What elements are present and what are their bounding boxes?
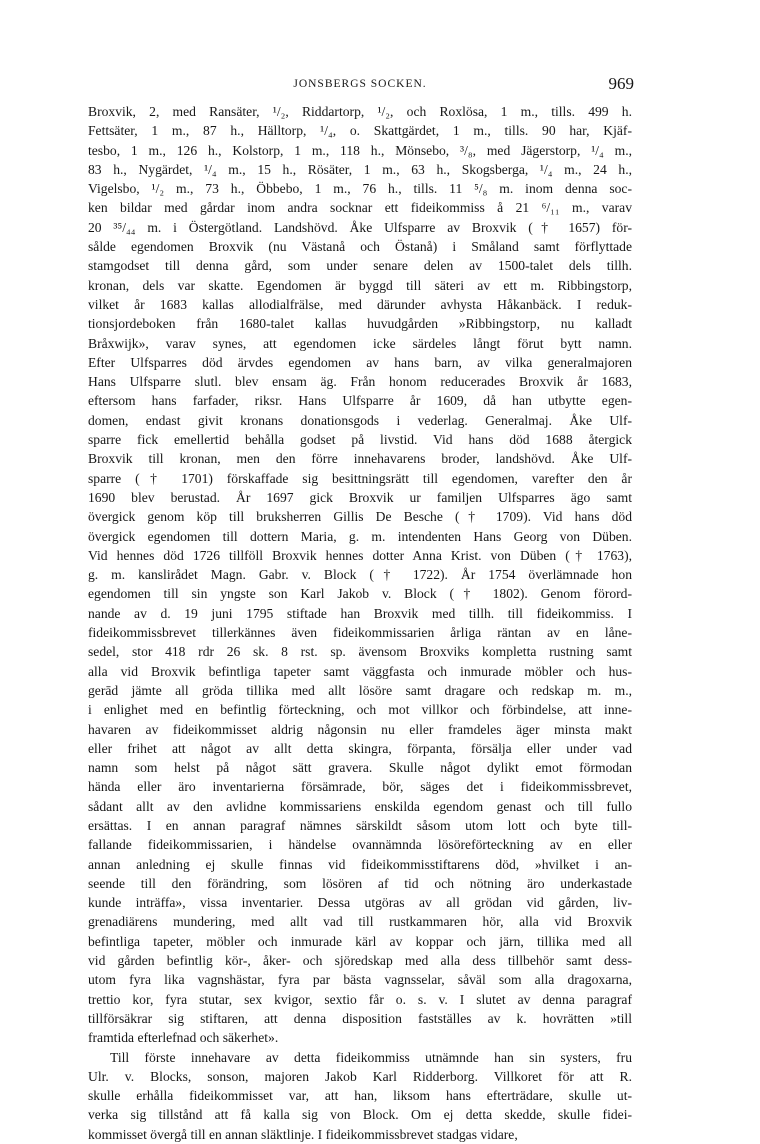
text-line: stamgodset till denna gård, som under senare delen av 1500-talet dels tillh. — [88, 258, 632, 274]
text-line: sedel, stor 418 rdr 26 sk. 8 rst. sp. ävensom Broxviks kompletta rustning samt — [88, 644, 632, 660]
body-text — [88, 102, 632, 1144]
text-line: utom fyra lika vagnshästar, fyra par bästa vagnsselar, såväl som alla dragoxarna, — [88, 972, 632, 988]
running-head: JONSBERGS SOCKEN. — [293, 78, 427, 90]
text-line: nande av d. 19 juni 1795 stiftade han Broxvik med tillh. till fideikommiss. I — [88, 605, 632, 621]
text-line: trettio kor, fyra stutar, sex kvigor, sextio får o. s. v. I slutet av denna paragraf — [88, 991, 632, 1007]
text-line: alla vid Broxvik befintliga tapeter samt väggfasta och inmurade möbler och hus- — [88, 663, 632, 679]
text-line: gerād jämte all gröda tillika med allt lösöre samt dragare och redskap m. m., — [88, 682, 632, 698]
page-header — [88, 74, 632, 98]
text-line: framtida efterlefnad och säkerhet». — [88, 1030, 279, 1046]
text-line: tillförsäkrar sig stiftaren, att denna disposition fastställes av k. hovrätten »till — [88, 1010, 632, 1026]
text-line: ken bildar med gårdar inom andra socknar ett fideikommiss å 21 ⁶/₁₁ m., varav — [88, 200, 632, 216]
page-number: 969 — [608, 74, 634, 93]
paragraph — [88, 102, 632, 1048]
text-line: egendomen till sin yngste son Karl Jakob v. Block († 1802). Genom förord- — [88, 586, 632, 602]
text-line: fideikommissbrevet tillerkännes även fideikommissarien årliga räntan av en låne- — [88, 625, 632, 641]
text-line: sparre († 1701) förskaffade sig besittningsrätt till egendomen, varefter den år — [88, 470, 632, 486]
text-line: skulle erhålla fideikommisset var, att han, liksom hans efterträdare, skulle ut- — [88, 1088, 632, 1104]
text-line: befintliga tapeter, möbler och inmurade kärl av koppar och järn, tillika med all — [88, 933, 632, 949]
text-line: Vigelsbo, ¹/₂ m., 73 h., Öbbebo, 1 m., 76 h., tills. 11 ⁵/₈ m. inom denna soc- — [88, 181, 632, 197]
text-line: Hans Ulfsparre slutl. blev ensam äg. Från honom reducerades Broxvik år 1683, — [88, 374, 632, 390]
text-line: Broxvik till kronan, men den förre innehavarens broder, landshövd. Åke Ulf- — [88, 451, 632, 467]
text-line: namn som helst på något sätt gravera. Skulle något dylikt emot förmodan — [88, 760, 632, 776]
text-line: 83 h., Nygärdet, ¹/₄ m., 15 h., Rösäter, 1 m., 63 h., Skogsberga, ¹/₄ m., 24 h., — [88, 161, 632, 177]
text-line: sålde egendomen Broxvik (nu Västanå och Östanå) i Småland samt förflyttade — [88, 239, 632, 255]
text-line: hända eller äro inventarierna försämrade, bör, säges det i fideikommissbrevet, — [88, 779, 632, 795]
text-line: annan anledning ej skulle finnas vid fideikommisstiftarens död, »hvilket i an- — [88, 856, 632, 872]
text-line: tionsjordeboken från 1680-talet kallas huvudgården »Ribbingstorp, nu kalladt — [88, 316, 632, 332]
text-line: verka sig tillstånd att få kalla sig von Block. Om ej detta skedde, skulle fidei- — [88, 1107, 632, 1123]
text-line: grenadiärens mundering, med allt vad till rustkammaren hör, alla vid Broxvik — [88, 914, 632, 930]
text-line: sådant allt av den avlidne kommissariens enskilda egendom genast och till fullo — [88, 798, 632, 814]
text-line: eller frihet att något av allt detta skingra, förpanta, försälja eller under vad — [88, 740, 632, 756]
text-line: kunde inträffa», vissa inventarier. Dessa utgöras av all grödan vid gården, liv- — [88, 895, 632, 911]
text-line: övergick genom köp till bruksherren Gillis De Besche († 1709). Vid hans död — [88, 509, 632, 525]
text-line: tesbo, 1 m., 126 h., Kolstorp, 1 m., 118 h., Mönsebo, ³/₈, med Jägerstorp, ¹/₄ m., — [88, 142, 632, 158]
text-line: Vid hennes död 1726 tillföll Broxvik hennes dotter Anna Krist. von Düben († 1763), — [88, 547, 632, 563]
text-line: ersättas. I en annan paragraf nämnes särskildt såsom utom lott och byte till- — [88, 817, 632, 833]
text-line: 20 ³⁵/₄₄ m. i Östergötland. Landshövd. Åke Ulfsparre av Broxvik († 1657) för- — [88, 219, 632, 235]
text-line: eftersom hans farfader, riksr. Hans Ulfsparre år 1609, då han utbytte egen- — [88, 393, 632, 409]
text-line: fallande fideikommissarien, i händelse ovannämnda lösöreförteckning av en eller — [88, 837, 632, 853]
text-line: Till förste innehavare av detta fideikommiss utnämnde han sin systers, fru — [110, 1049, 632, 1065]
paragraph — [88, 1048, 632, 1144]
text-line: i enlighet med en befintlig förteckning, och mot villkor och förbindelse, att inne- — [88, 702, 632, 718]
text-line: övergick egendomen till dottern Maria, g. m. intendenten Hans Georg von Düben. — [88, 528, 632, 544]
text-line: vid gården befintlig kör-, åker- och sjöredskap med alla dess tillbehör samt dess- — [88, 953, 632, 969]
text-line: 1690 blev berustad. År 1697 gick Broxvik ur familjen Ulfsparres ägo samt — [88, 489, 632, 505]
text-line: kronan, dels var skatte. Egendomen är byggd till säteri av ett m. Ribbingstorp, — [88, 277, 632, 293]
book-page — [88, 74, 632, 1144]
text-line: Ulr. v. Blocks, sonson, majoren Jakob Karl Ridderborg. Villkoret för att R. — [88, 1068, 632, 1084]
text-line: g. m. kanslirådet Magn. Gabr. v. Block († 1722). År 1754 överlämnade hon — [88, 567, 632, 583]
text-line: kommisset övergå till en annan släktlinje. I fideikommissbrevet stadgas vidare, — [88, 1126, 518, 1142]
text-line: Fettsäter, 1 m., 87 h., Hälltorp, ¹/₄, o. Skattgärdet, 1 m., tills. 90 har, Kjäf- — [88, 123, 632, 139]
text-line: vilket år 1683 kallas allodialfrälse, med därunder avhysta Håkanbäck. I reduk- — [88, 296, 632, 312]
text-line: Efter Ulfsparres död ärvdes egendomen av hans barn, av vilka generalmajoren — [88, 354, 632, 370]
text-line: sparre fick emellertid behålla godset på livstid. Vid hans död 1688 återgick — [88, 432, 632, 448]
text-line: domen, endast givit kronans donationsgods i vederlag. Generalmaj. Åke Ulf- — [88, 412, 632, 428]
text-line: Broxvik, 2, med Ransäter, ¹/₂, Riddartorp, ¹/₂, och Roxlösa, 1 m., tills. 499 h. — [88, 104, 632, 119]
text-line: havaren av fideikommisset aldrig någonsin nu eller framdeles äger minsta makt — [88, 721, 632, 737]
text-line: Bråxwijk», varav synes, att egendomen icke särdeles långt förut bytt namn. — [88, 335, 632, 351]
text-line: seende till den förändring, som lösören af tid och nötning äro underkastade — [88, 875, 632, 891]
